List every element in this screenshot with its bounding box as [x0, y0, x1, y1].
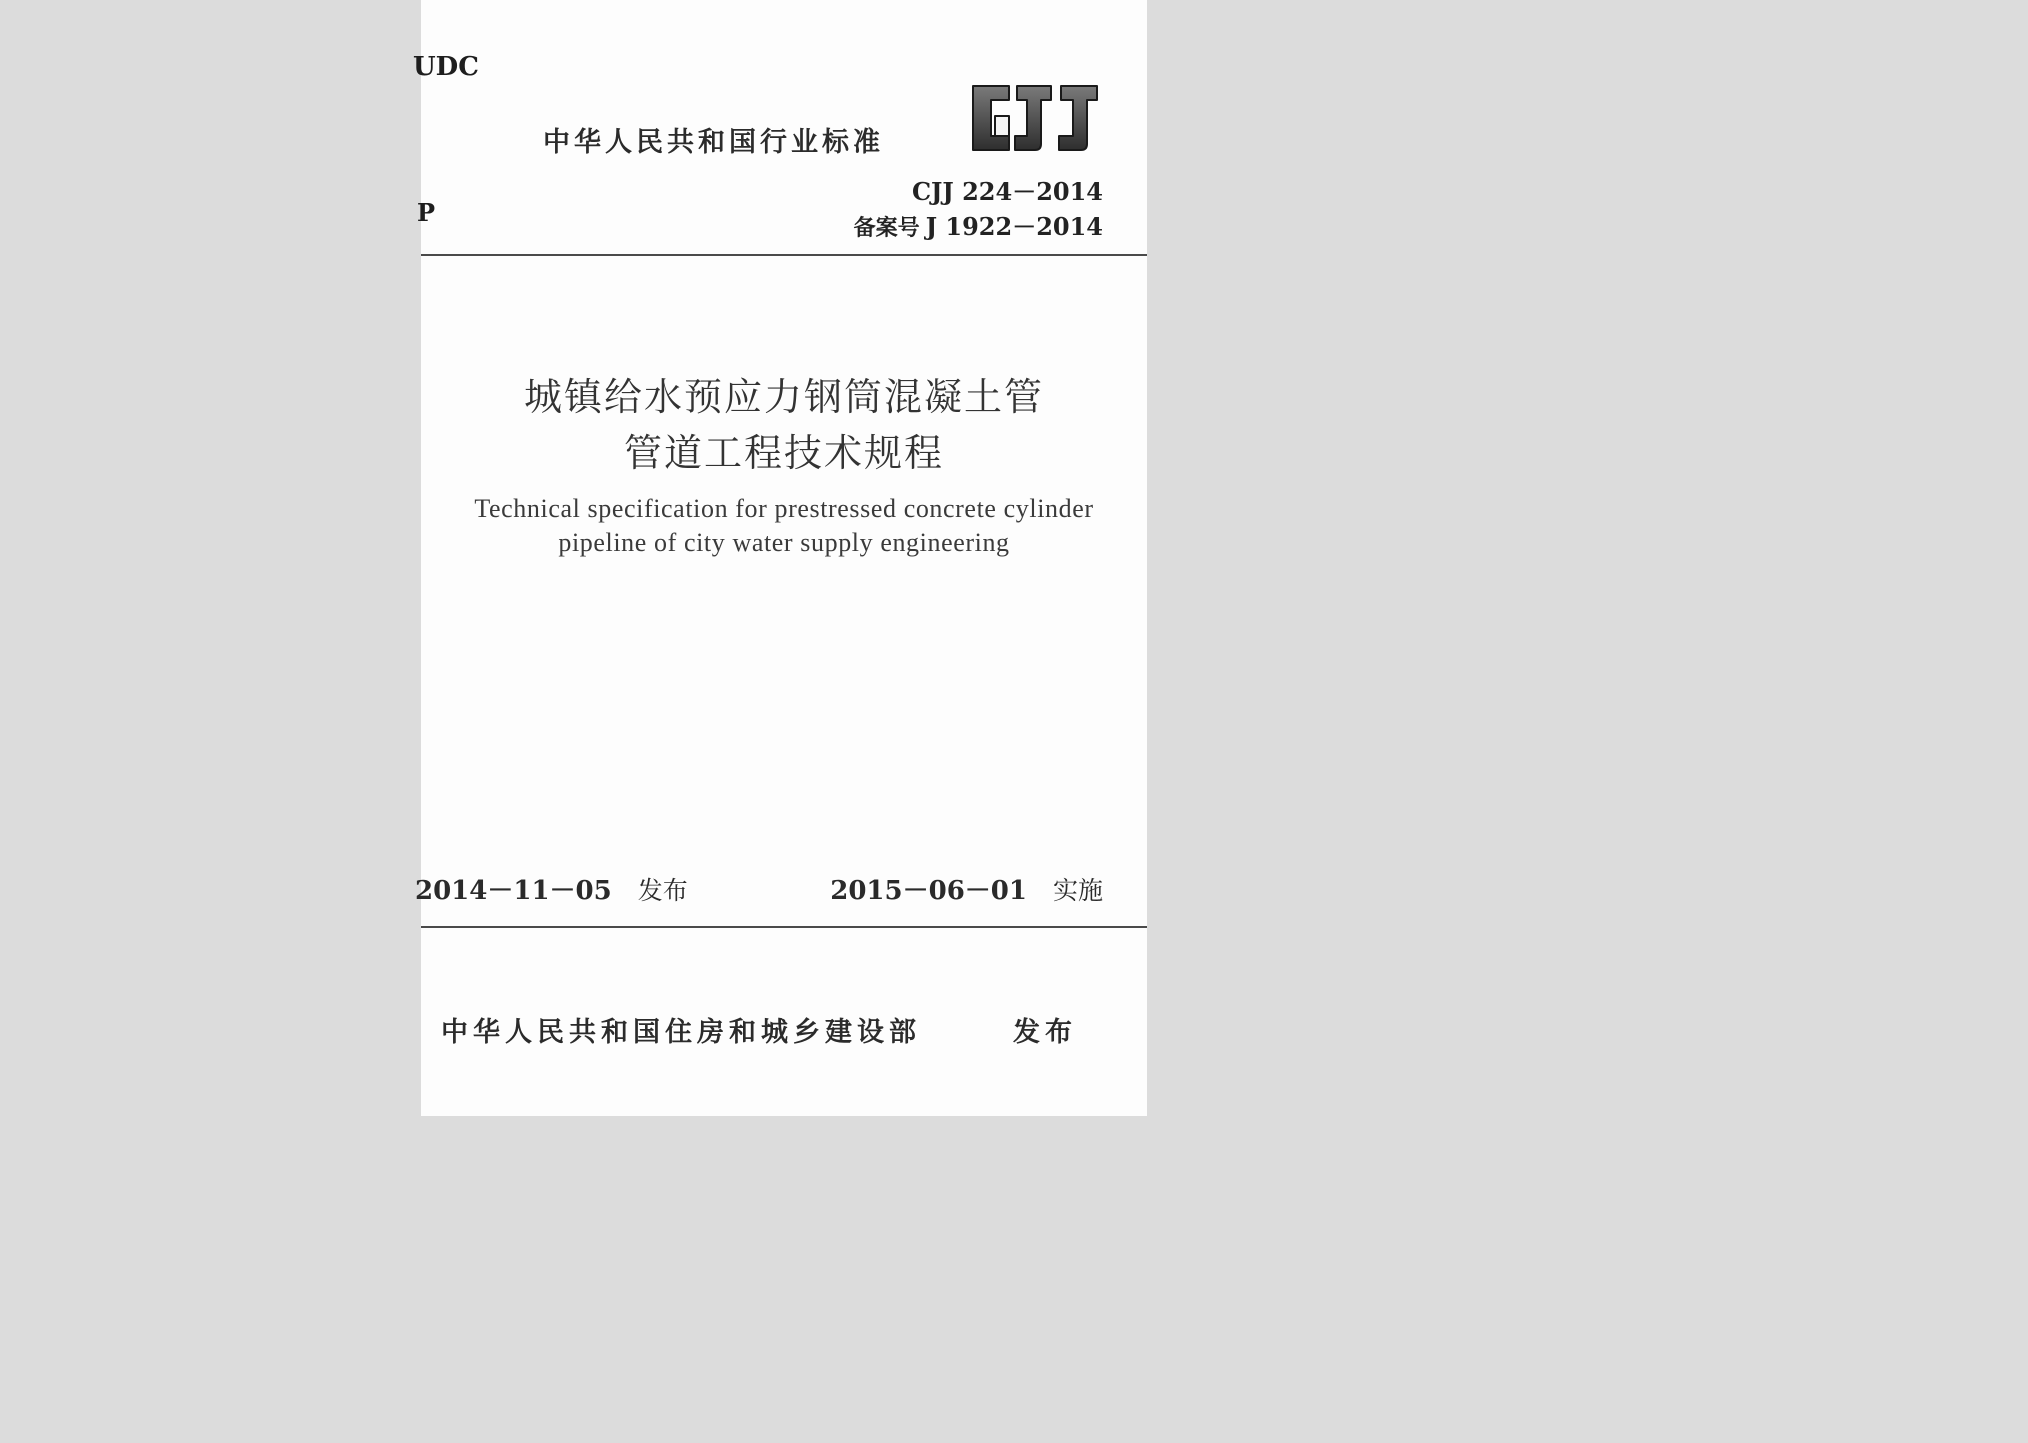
document-cover: [413, 0, 1147, 1116]
effective-date-line: [830, 870, 1103, 907]
title-en-line1: Technical specification for prestressed concrete cylinder: [474, 494, 1094, 523]
title-en-line2: pipeline of city water supply engineering: [558, 528, 1010, 557]
title-cn-line2: 管道工程技术规程: [623, 431, 944, 475]
publisher-name: 中华人民共和国住房和城乡建设部: [441, 1017, 921, 1048]
issue-date-line: [415, 870, 688, 907]
effective-label: 实施: [1052, 876, 1103, 905]
title-cn-line1: 城镇给水预应力钢筒混凝土管: [523, 375, 1044, 419]
bottom-divider: [421, 926, 1147, 928]
udc-label: UDC: [413, 52, 479, 82]
industry-standard-label: 中华人民共和国行业标准: [543, 127, 884, 158]
side-mark: P: [417, 198, 436, 227]
record-number: J 1922－2014: [925, 212, 1103, 241]
cjj-logo: [965, 80, 1105, 156]
publisher-action: 发布: [1013, 1017, 1077, 1048]
top-divider: [421, 254, 1147, 256]
record-number-line: [854, 207, 1103, 242]
cjj-logo-letters: [973, 86, 1097, 150]
effective-date: 2015－06－01: [830, 876, 1027, 906]
record-label: 备案号: [853, 216, 920, 241]
standard-code: CJJ 224－2014: [911, 177, 1103, 206]
issue-date: 2014－11－05: [415, 876, 612, 906]
issue-label: 发布: [637, 876, 688, 905]
